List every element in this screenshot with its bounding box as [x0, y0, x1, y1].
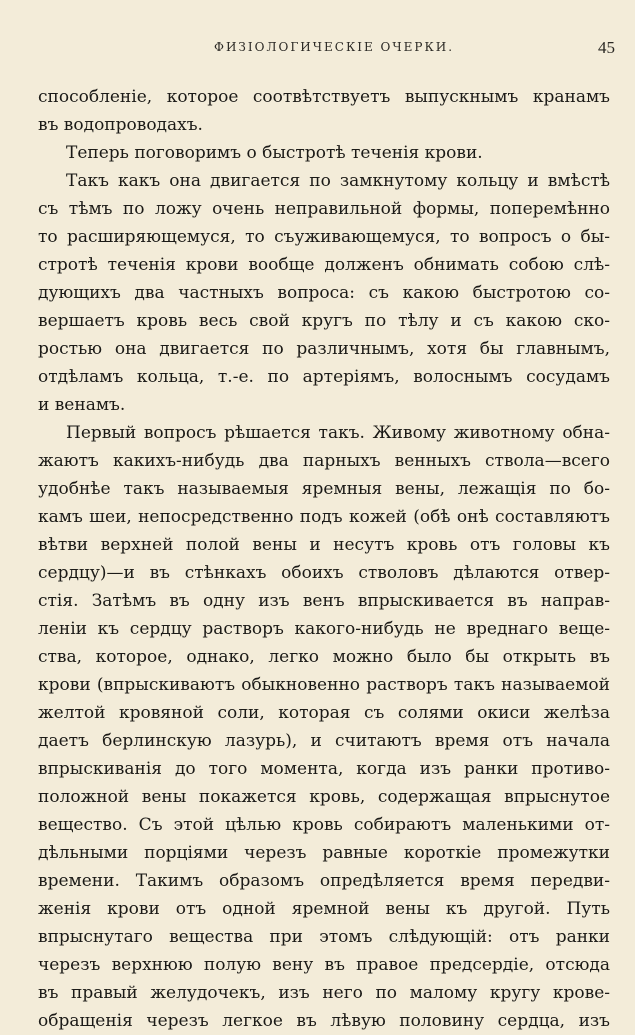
text-line: и венамъ.: [38, 395, 126, 415]
page-number: 45: [598, 38, 615, 57]
text-line: женія крови отъ одной яремной вены къ другой. Путь: [38, 899, 610, 919]
running-title: ФИЗІОЛОГИЧЕСКІЕ ОЧЕРКИ.: [214, 40, 455, 54]
text-line: даетъ берлинскую лазурь), и считаютъ время отъ начала: [38, 731, 610, 751]
text-line: стротѣ теченія крови вообще долженъ обнимать собою слѣ-: [38, 255, 610, 275]
text-line: ростью она двигается по различнымъ, хотя бы главнымъ,: [38, 339, 610, 359]
text-line: камъ шеи, непосредственно подъ кожей (обѣ онѣ составляютъ: [38, 507, 610, 527]
text-line: вещество. Съ этой цѣлью кровь собираютъ маленькими от-: [38, 815, 610, 835]
text-line: времени. Такимъ образомъ опредѣляется время передви-: [38, 871, 610, 891]
text-line: обращенія черезъ легкое въ лѣвую половину сердца, изъ: [38, 1011, 610, 1031]
text-line: желтой кровяной соли, которая съ солями окиси желѣза: [38, 703, 610, 723]
text-line: леніи къ сердцу растворъ какого-нибудь не вреднаго веще-: [38, 619, 610, 639]
text-line: въ правый желудочекъ, изъ него по малому кругу крове-: [38, 983, 610, 1003]
text-line: впрыснутаго вещества при этомъ слѣдующій: отъ ранки: [38, 927, 610, 947]
text-line: съ тѣмъ по ложу очень неправильной формы, поперемѣнно: [38, 199, 610, 219]
text-line: способленіе, которое соотвѣтствуетъ выпускнымъ кранамъ: [38, 87, 610, 107]
text-line: дующихъ два частныхъ вопроса: съ какою быстротою со-: [38, 283, 610, 303]
text-line: Такъ какъ она двигается по замкнутому кольцу и вмѣстѣ: [66, 171, 610, 191]
body-text: [38, 83, 610, 1035]
text-line: жаютъ какихъ-нибудь два парныхъ венныхъ ствола—всего: [38, 451, 610, 471]
running-header: [0, 38, 635, 58]
text-line: дѣльными порціями черезъ равные короткіе промежутки: [38, 843, 610, 863]
text-line: вершаетъ кровь весь свой кругъ по тѣлу и съ какою ско-: [38, 311, 610, 331]
text-line: вѣтви верхней полой вены и несутъ кровь отъ головы къ: [38, 535, 610, 555]
text-line: впрыскиванія до того момента, когда изъ ранки противо-: [38, 759, 610, 779]
text-line: ства, которое, однако, легко можно было бы открыть въ: [38, 647, 610, 667]
text-line: то расширяющемуся, то съуживающемуся, то вопросъ о бы-: [38, 227, 610, 247]
text-line: въ водопроводахъ.: [38, 115, 203, 135]
text-line: удобнѣе такъ называемыя яремныя вены, лежащія по бо-: [38, 479, 610, 499]
text-line: отдѣламъ кольца, т.-е. по артеріямъ, волоснымъ сосудамъ: [38, 367, 610, 387]
text-line: Теперь поговоримъ о быстротѣ теченія крови.: [66, 143, 483, 163]
text-line: черезъ верхнюю полую вену въ правое предсердіе, отсюда: [38, 955, 610, 975]
text-line: крови (впрыскиваютъ обыкновенно растворъ такъ называемой: [38, 675, 610, 695]
text-line: положной вены покажется кровь, содержащая впрыснутое: [38, 787, 610, 807]
text-line: сердцу)—и въ стѣнкахъ обоихъ стволовъ дѣлаются отвер-: [38, 563, 610, 583]
text-line: Первый вопросъ рѣшается такъ. Живому животному обна-: [66, 423, 610, 443]
text-line: стія. Затѣмъ въ одну изъ венъ впрыскивается въ направ-: [38, 591, 610, 611]
